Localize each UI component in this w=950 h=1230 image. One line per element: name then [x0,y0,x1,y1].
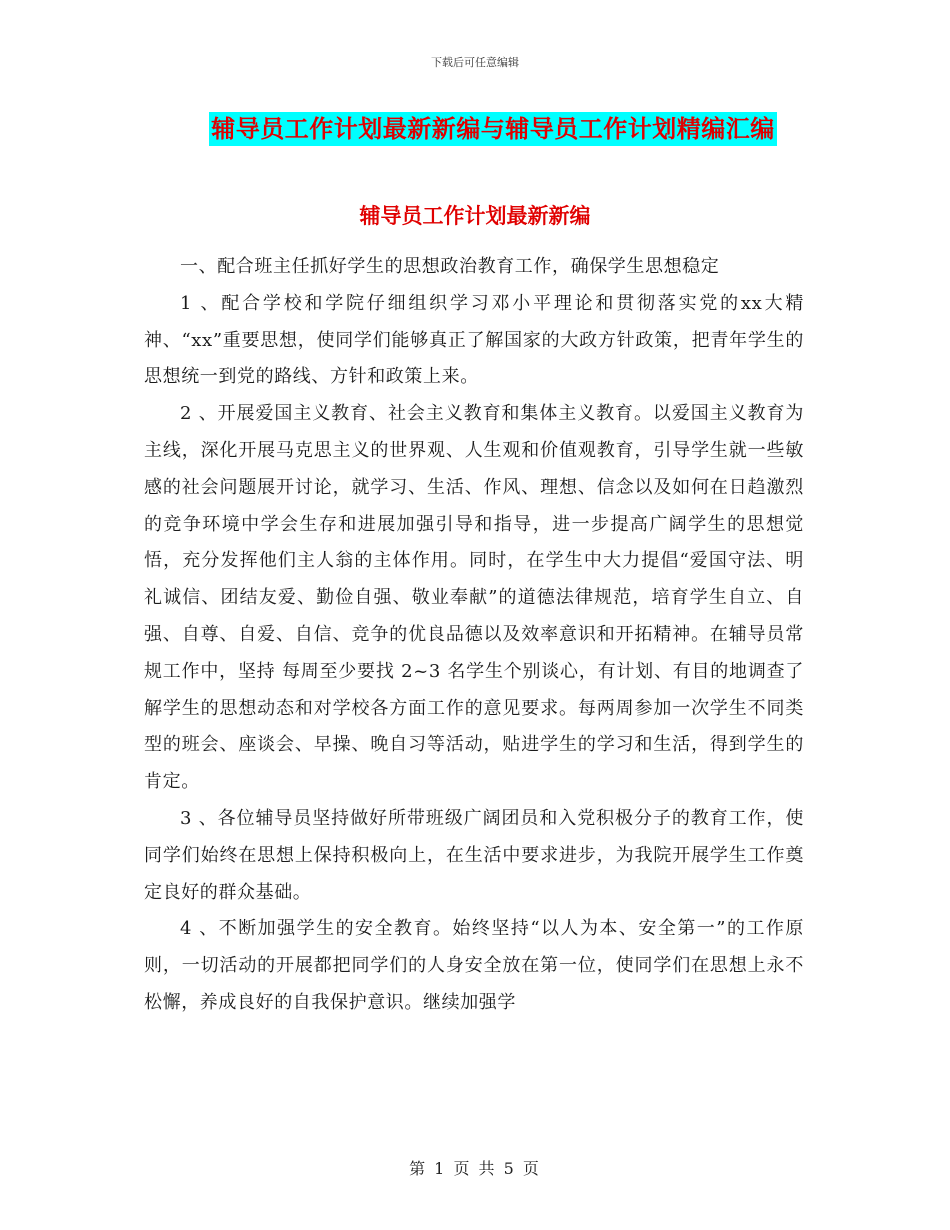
main-title: 辅导员工作计划最新新编与辅导员工作计划精编汇编 [209,112,777,146]
main-title-wrap [0,112,950,146]
header-note: 下载后可任意编辑 [431,56,519,69]
paragraph: 4 、不断加强学生的安全教育。始终坚持“以人为本、安全第一”的工作原则，一切活动的开展都把同学们的人身安全放在第一位，使同学们在思想上永不松懈，养成良好的自我保护意识。继续加强学 [144,918,804,1013]
paragraph: 2 、开展爱国主义教育、社会主义教育和集体主义教育。以爱国主义教育为主线，深化开展马克思主义的世界观、人生观和价值观教育，引导学生就一些敏感的社会问题展开讨论，就学习、生活、作风、理想、信念以及如何在日趋激烈的竞争环境中学会生存和进展加强引导和指导，进一步提高广阔学生的思想觉悟，充分发挥他们主人翁的主体作用。同时，在学生中大力提倡“爱国守法、明礼诚信、团结友爱、勤俭自强、敬业奉献”的道德法律规范，培育学生自立、自强、自尊、自爱、自信、竞争的优良品德以及效率意识和开拓精神。在辅导员常规工作中，坚持 每周至少要找 2~3 名学生个别谈心，有计划、有目的地调查了解学生的思想动态和对学校各方面工作的意见要求。每两周参加一次学生不同类型的班会、座谈会、早操、晚自习等活动，贴进学生的学习和生活，得到学生的肯定。 [144,403,804,793]
paragraph: 3 、各位辅导员坚持做好所带班级广阔团员和入党积极分子的教育工作，使同学们始终在思想上保持积极向上，在生活中要求进步，为我院开展学生工作奠定良好的群众基础。 [144,807,804,903]
paragraph: 一、配合班主任抓好学生的思想政治教育工作，确保学生思想稳定 [180,256,720,277]
paragraph: 1 、配合学校和学院仔细组织学习邓小平理论和贯彻落实党的xx大精神、“xx”重要思想，使同学们能够真正了解国家的大政方针政策，把青年学生的思想统一到党的路线、方针和政策上来。 [144,292,804,388]
page-footer: 第 1 页 共 5 页 [409,1159,541,1178]
section-title: 辅导员工作计划最新新编 [359,204,591,228]
document-body [144,249,804,1022]
